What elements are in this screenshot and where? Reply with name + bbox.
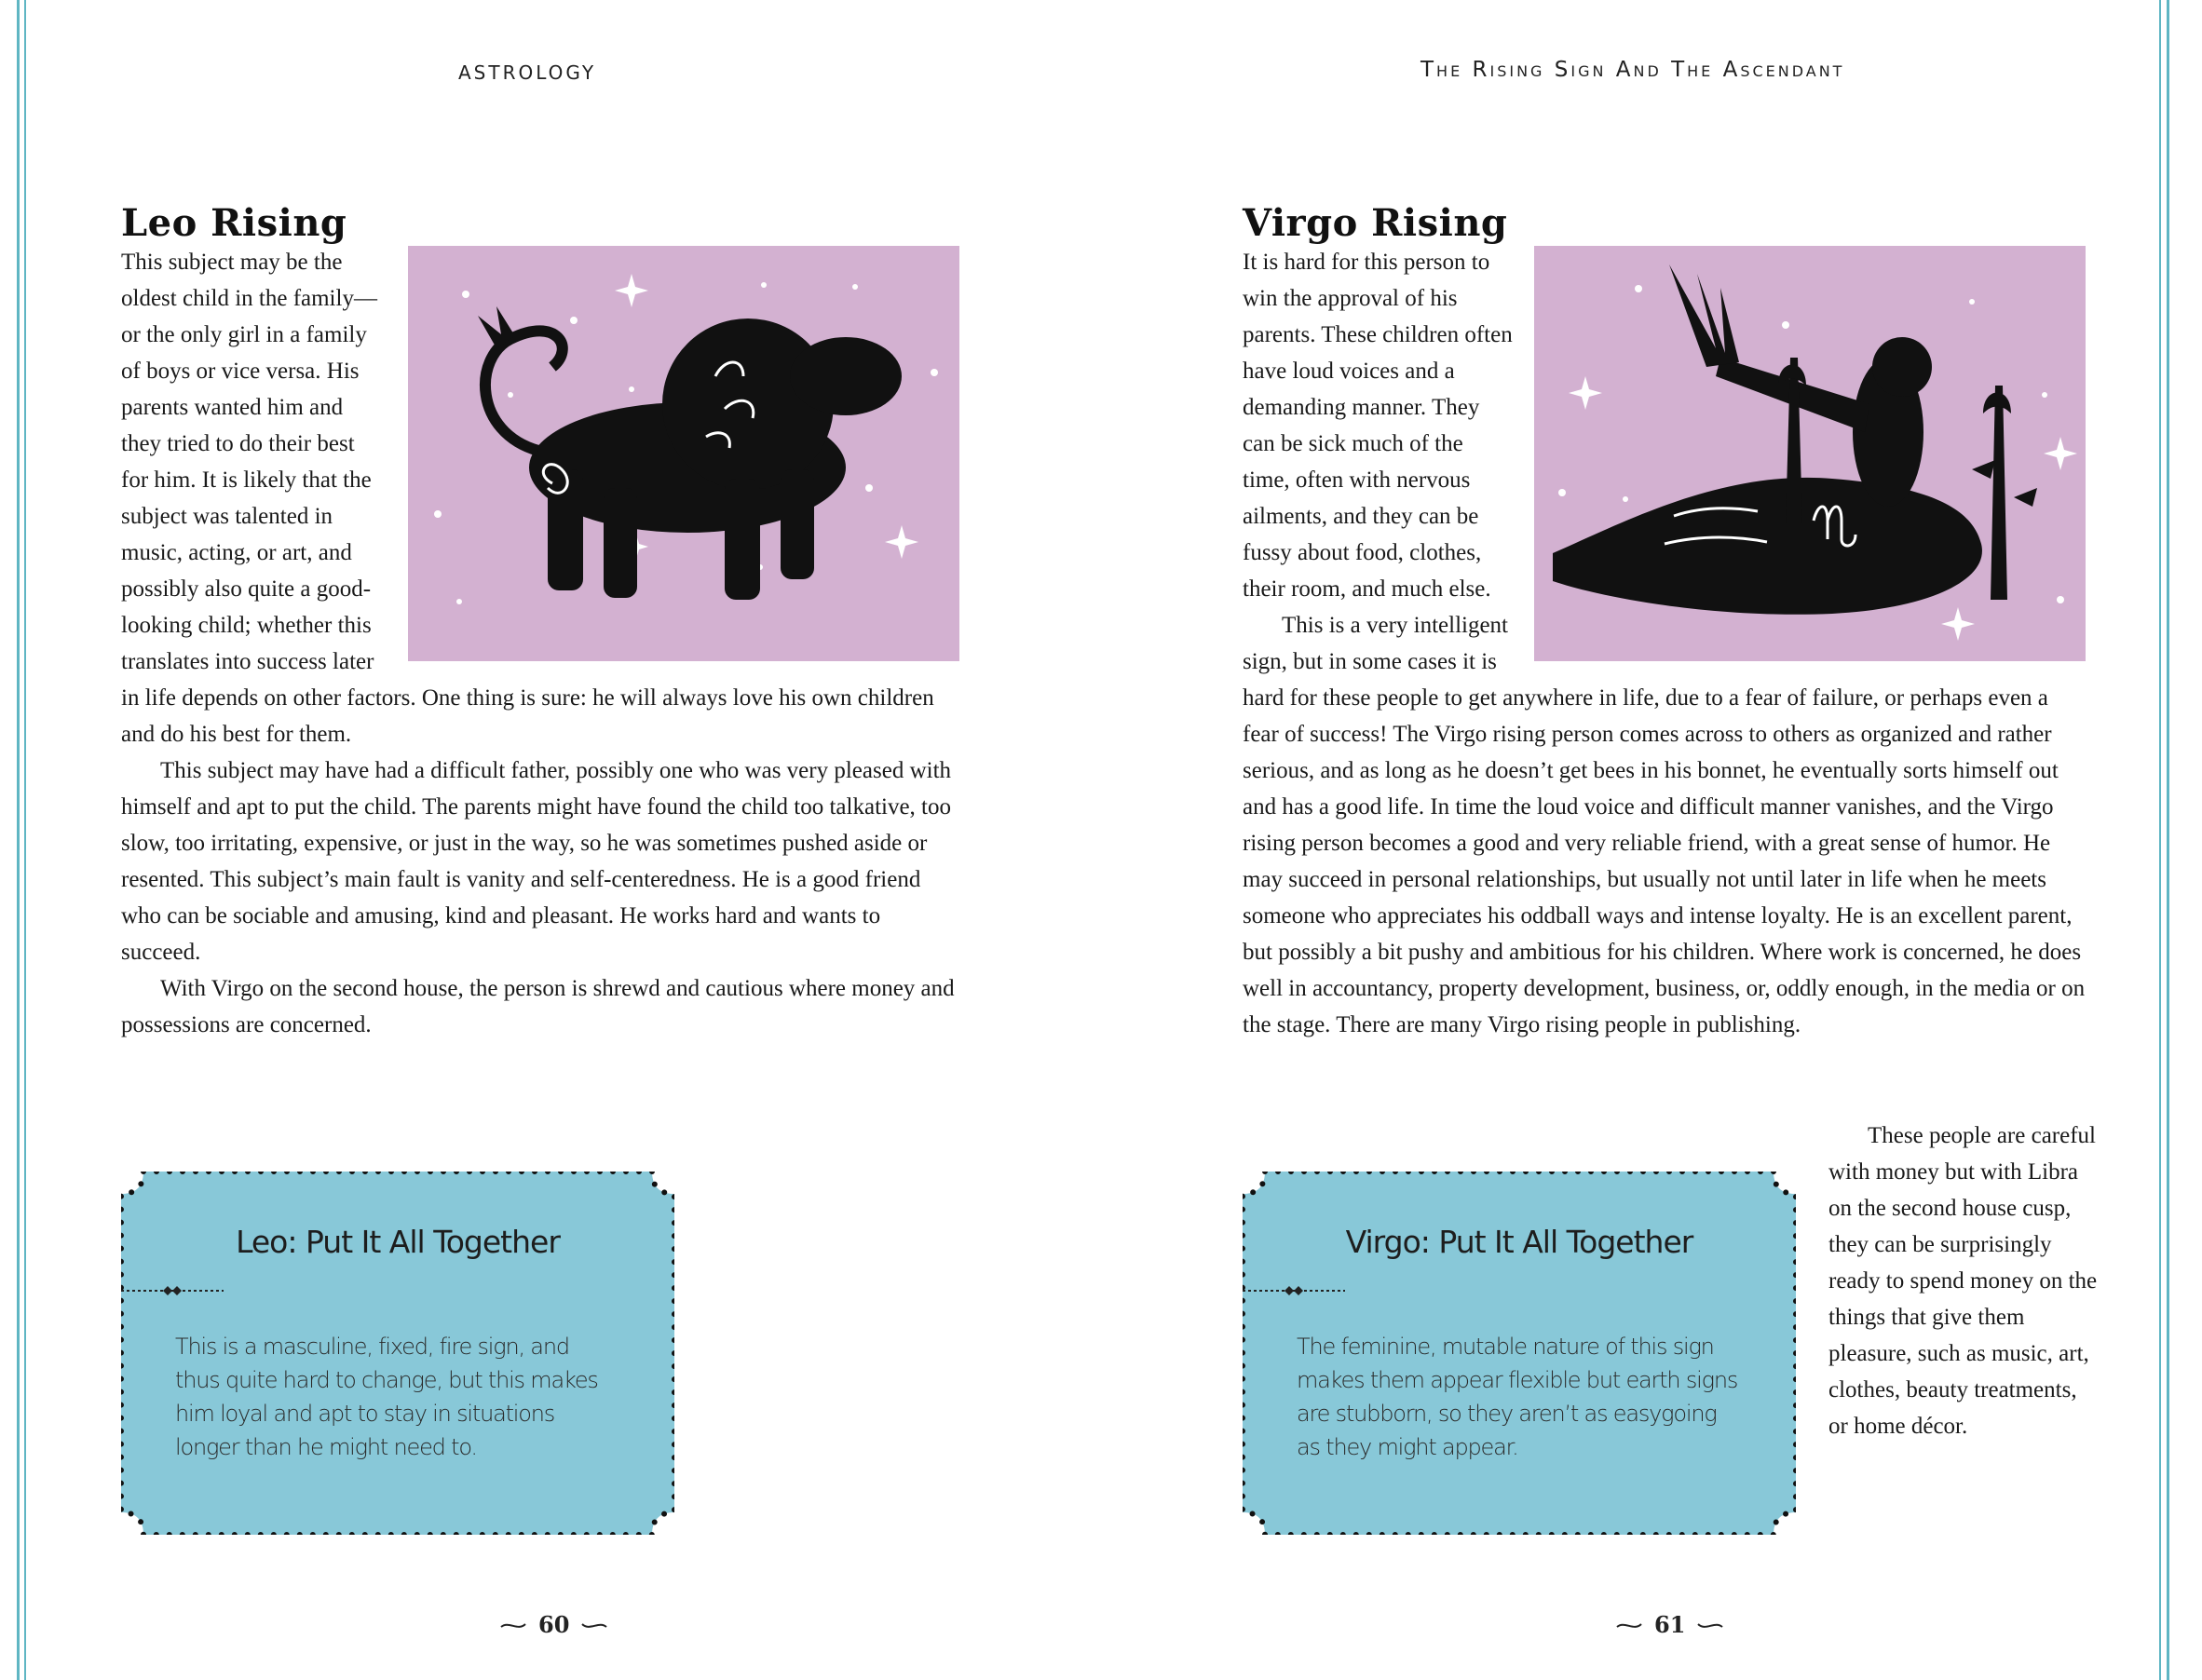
virgo-paragraph-1: It is hard for this person to win the approval of his parents. These children often have loud voices and a demanding manner. They can be sick much of the time, often with nervous ailments, and they can be fussy about food, clothes, their room, and much else. [1243,250,1513,602]
leo-paragraph-1: This subject may be the oldest child in the family—or the only girl in a family of boys or vice versa. His parents wanted him and they tried to do their best for him. It is likely that the subject was talented in music, acting, or art, and possibly also quite a good-looking child; whether this translates into success later in life depends on other factors. One thing is sure: he will always love his own children and do his best for them. [121,250,934,747]
virgo-callout-text: The feminine, mutable nature of this sign makes them appear flexible but earth signs are stubborn, so they aren’t as easygoing as they might appear. [1297,1334,1738,1460]
right-body-text [1243,244,2086,1043]
virgo-illustration [1534,246,2086,661]
left-edge-rule [17,0,20,1680]
virgo-paragraph-3-wrap [1828,1118,2099,1444]
leo-illustration [408,246,959,661]
page-number-left [499,1611,608,1638]
section-title-leo: Leo Rising [121,201,347,245]
swash-left-icon [1615,1619,1643,1632]
page-number-right-value: 61 [1654,1611,1686,1638]
section-title-virgo: Virgo Rising [1243,201,1508,245]
virgo-callout-box [1243,1172,1796,1535]
virgo-paragraph-3: These people are careful with money but with Libra on the second house cusp, they can be surprisingly ready to spend money on the things that give them pleasure, such as music, art, clothes, beauty treatments, or home décor. [1828,1123,2098,1439]
left-column [121,203,959,1043]
page-number-right [1615,1611,1724,1638]
left-edge-rule-inner [24,0,26,1680]
swash-right-icon [580,1619,608,1632]
running-header-right: The Rising Sign And The Ascendant [1420,58,1845,82]
right-edge-rule-outer [2167,0,2169,1680]
left-body-text [121,244,959,1043]
virgo-callout-title: Virgo: Put It All Together [1345,1224,1693,1260]
page-number-left-value: 60 [538,1611,570,1638]
swash-left-icon [499,1619,527,1632]
right-edge-rule [2159,0,2161,1680]
leo-callout-text: This is a masculine, fixed, fire sign, and thus quite hard to change, but this makes him loyal and apt to stay in situations longer than he might need to. [175,1334,598,1460]
leo-paragraph-3: With Virgo on the second house, the person is shrewd and cautious where money and possessions are concerned. [121,976,955,1037]
leo-callout-box [121,1172,674,1535]
right-column [1243,203,2086,1043]
running-header-left: ASTROLOGY [458,61,597,84]
swash-right-icon [1696,1619,1724,1632]
virgo-paragraph-2: This is a very intelligent sign, but in some cases it is hard for these people to get anywhere in life, due to a fear of failure, or perhaps even a fear of success! The Virgo rising person comes across to others as organized and rather serious, and as long as he doesn’t get bees in his bonnet, he eventually sorts himself out and has a good life. In time the loud voice and difficult manner vanishes, and the Virgo rising person becomes a good and very reliable friend, with a great sense of humor. He may succeed in personal relationships, but usually not until later in life when he meets someone who appreciates his oddball ways and intense loyalty. He is an excellent parent, but possibly a bit pushy and ambitious for his children. Where work is concerned, he does well in accountancy, property development, business, or, oddly enough, in the media or on the stage. There are many Virgo rising people in publishing. [1243,613,2086,1037]
leo-paragraph-2: This subject may have had a difficult father, possibly one who was very pleased with himself and apt to put the child. The parents might have found the child too talkative, too slow, too irritating, expensive, or just in the way, so he was sometimes pushed aside or resented. This subject’s main fault is vanity and self-centeredness. He is a good friend who can be sociable and amusing, kind and pleasant. He works hard and wants to succeed. [121,758,952,965]
leo-callout-title: Leo: Put It All Together [236,1224,560,1260]
